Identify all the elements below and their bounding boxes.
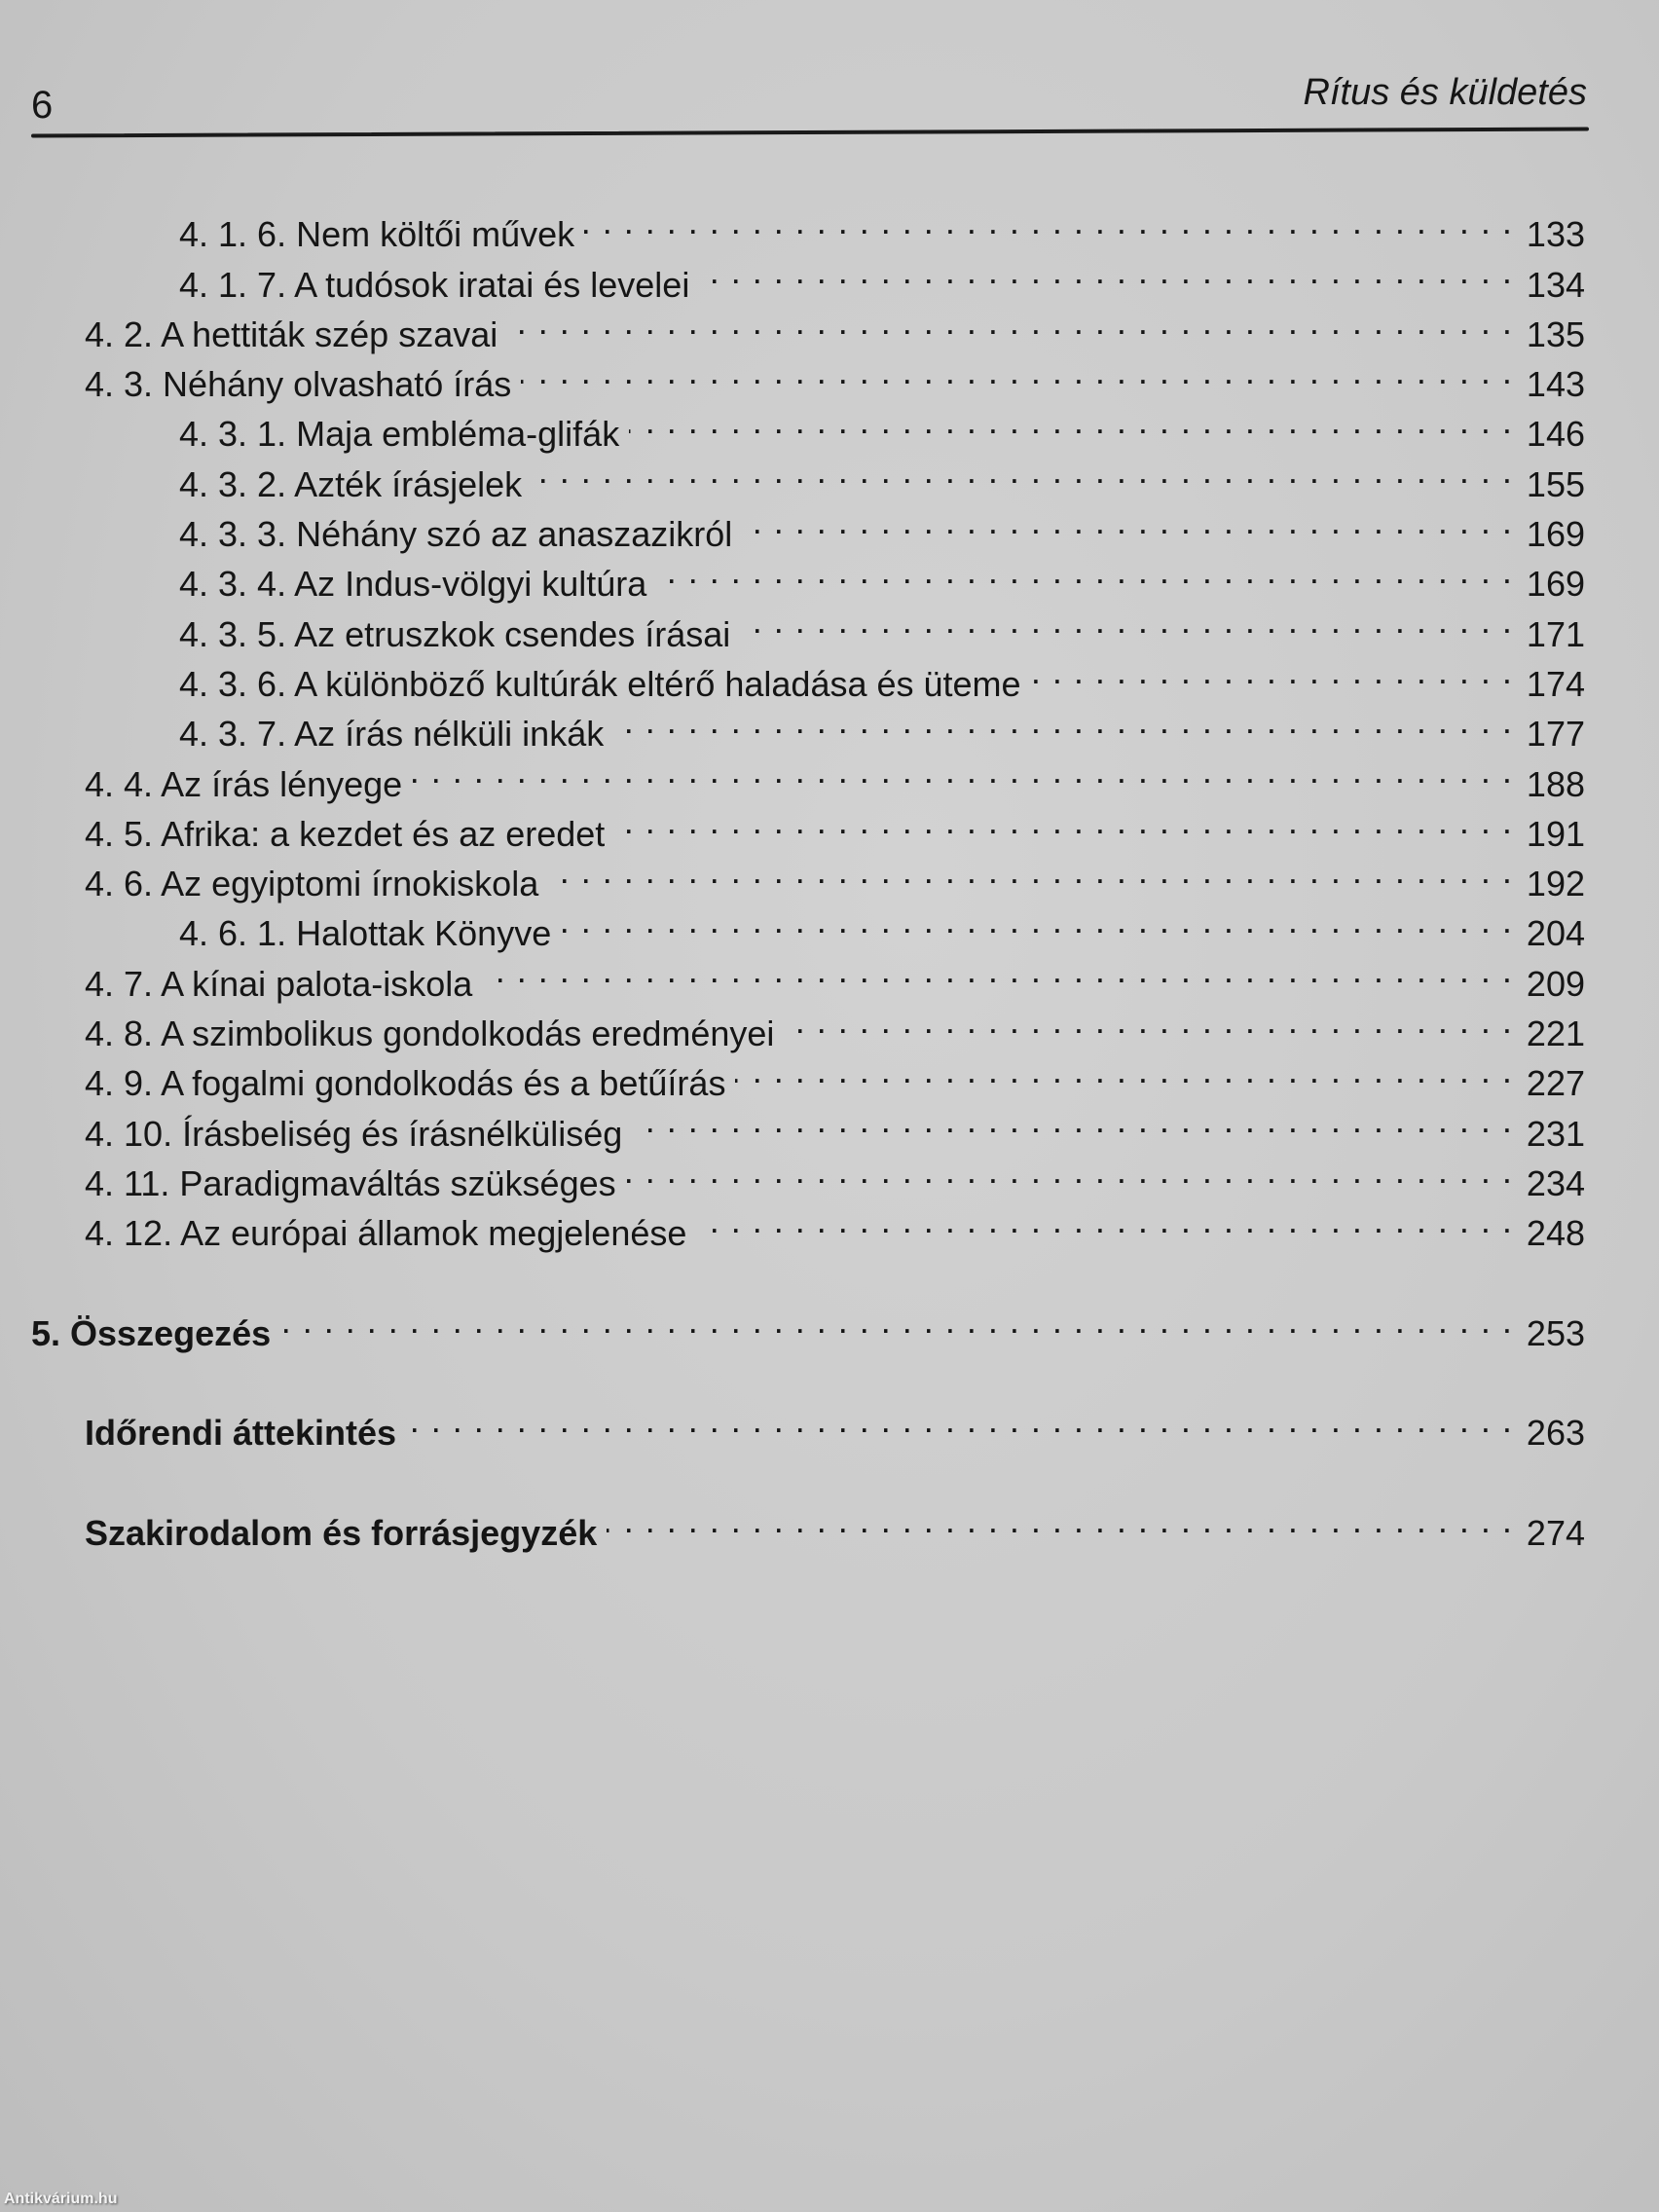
toc-entry-label: 4. 3. Néhány olvasható írás — [85, 364, 512, 405]
dot-leader — [613, 696, 1513, 746]
toc-entry-label: 4. 11. Paradigmaváltás szükséges — [85, 1162, 616, 1203]
toc-entry-page: 227 — [1526, 1063, 1585, 1104]
toc-entry-label: 4. 3. 6. A különböző kultúrák eltérő haladása és üteme — [179, 663, 1021, 704]
toc-entry-page: 174 — [1526, 663, 1585, 704]
toc-entry-page: 171 — [1526, 613, 1585, 654]
toc-entry-page: 188 — [1526, 763, 1585, 804]
dot-leader — [280, 1296, 1513, 1346]
dot-leader — [784, 996, 1513, 1046]
toc-entry-page: 169 — [1526, 514, 1585, 555]
dot-leader — [1031, 646, 1513, 696]
table-of-contents — [0, 197, 1585, 1554]
toc-entry — [0, 1495, 1585, 1554]
toc-entry-label: 4. 3. 5. Az etruszkok csendes írásai — [179, 613, 731, 654]
dot-leader — [629, 396, 1513, 446]
toc-entry-page: 231 — [1526, 1113, 1585, 1154]
toc-entry-label: 4. 8. A szimbolikus gondolkodás eredményei — [85, 1014, 775, 1054]
dot-leader — [406, 1395, 1513, 1445]
toc-entry-label: Szakirodalom és forrásjegyzék — [85, 1513, 598, 1554]
toc-entry-label: 4. 1. 6. Nem költői művek — [179, 214, 575, 255]
toc-entry-page: 204 — [1526, 913, 1585, 954]
toc-entry-label: 4. 7. A kínai palota-iskola — [85, 963, 473, 1004]
toc-entry-label: 4. 2. A hettiták szép szavai — [85, 313, 498, 354]
toc-entry — [0, 1395, 1585, 1454]
header-rule — [31, 128, 1589, 138]
toc-entry — [0, 1296, 1585, 1353]
toc-entry-page: 133 — [1526, 214, 1585, 255]
toc-entry-page: 143 — [1526, 364, 1585, 405]
dot-leader — [656, 546, 1513, 596]
toc-entry-page: 177 — [1526, 714, 1585, 755]
toc-entry-label: 4. 9. A fogalmi gondolkodás és a betűírás — [85, 1063, 726, 1104]
toc-entry-page: 274 — [1526, 1513, 1585, 1554]
toc-entry-page: 234 — [1526, 1162, 1585, 1203]
dot-leader — [507, 297, 1513, 347]
dot-leader — [561, 896, 1513, 945]
dot-leader — [740, 596, 1513, 645]
toc-entry-page: 192 — [1526, 864, 1585, 904]
running-title: Rítus és küldetés — [1303, 72, 1587, 113]
dot-leader — [412, 746, 1513, 795]
toc-entry — [0, 197, 1585, 255]
toc-entry-label: 4. 3. 4. Az Indus-völgyi kultúra — [179, 564, 647, 605]
dot-leader — [584, 197, 1513, 246]
toc-entry-page: 253 — [1526, 1312, 1585, 1353]
toc-entry-label: 4. 6. Az egyiptomi írnokiskola — [85, 864, 539, 904]
toc-entry-page: 221 — [1526, 1014, 1585, 1054]
dot-leader — [699, 246, 1513, 296]
dot-leader — [735, 1046, 1512, 1095]
dot-leader — [632, 1095, 1513, 1145]
toc-entry-page: 169 — [1526, 564, 1585, 605]
dot-leader — [626, 1146, 1513, 1196]
watermark: Antikvárium.hu — [4, 2191, 118, 2207]
toc-entry-page: 263 — [1526, 1413, 1585, 1454]
toc-entry-label: Időrendi áttekintés — [85, 1413, 397, 1454]
toc-entry-page: 134 — [1526, 264, 1585, 305]
toc-entry-label: 4. 3. 7. Az írás nélküli inkák — [179, 714, 605, 755]
toc-entry-label: 4. 6. 1. Halottak Könyve — [179, 913, 552, 954]
toc-entry-label: 4. 10. Írásbeliség és írásnélküliség — [85, 1113, 623, 1154]
toc-entry-label: 4. 3. 2. Azték írásjelek — [179, 463, 523, 504]
dot-leader — [482, 945, 1513, 995]
dot-leader — [521, 347, 1513, 396]
dot-leader — [607, 1495, 1513, 1545]
dot-leader — [614, 796, 1513, 846]
dot-leader — [532, 446, 1513, 496]
toc-entry-label: 4. 3. 1. Maja embléma-glifák — [179, 414, 620, 455]
page-number: 6 — [31, 84, 54, 127]
toc-entry-page: 146 — [1526, 414, 1585, 455]
dot-leader — [548, 846, 1513, 896]
toc-entry-label: 4. 5. Afrika: a kezdet és az eredet — [85, 813, 606, 854]
dot-leader — [696, 1196, 1513, 1245]
toc-entry-page: 209 — [1526, 963, 1585, 1004]
toc-entry-label: 4. 12. Az európai államok megjelenése — [85, 1213, 687, 1254]
toc-entry-label: 4. 4. Az írás lényege — [85, 763, 403, 804]
toc-entry-page: 135 — [1526, 313, 1585, 354]
toc-entry-page: 191 — [1526, 813, 1585, 854]
toc-entry-page: 155 — [1526, 463, 1585, 504]
toc-entry-label: 5. Összegezés — [31, 1312, 272, 1353]
toc-entry-label: 4. 1. 7. A tudósok iratai és levelei — [179, 264, 690, 305]
toc-entry-label: 4. 3. 3. Néhány szó az anaszazikról — [179, 514, 733, 555]
toc-entry-page: 248 — [1526, 1213, 1585, 1254]
dot-leader — [742, 497, 1513, 546]
